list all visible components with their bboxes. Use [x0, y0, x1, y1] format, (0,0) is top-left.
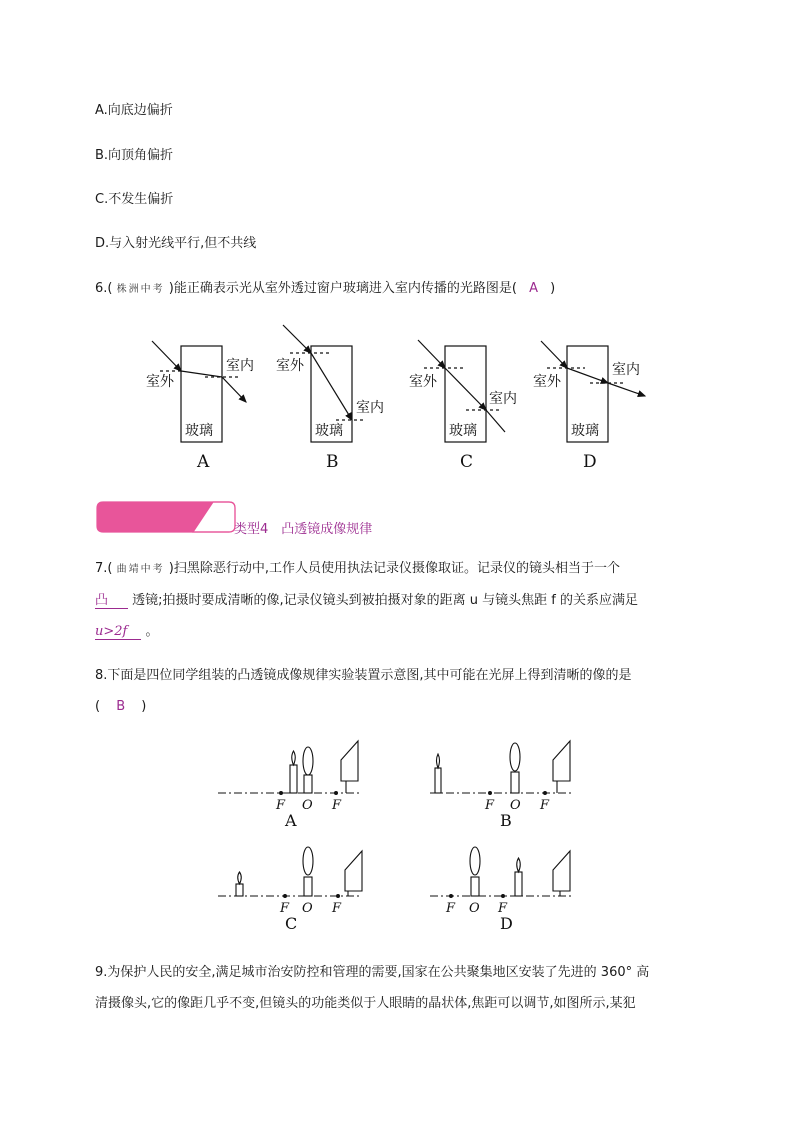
- question-7-prefix: 7.(: [95, 561, 113, 576]
- setup-letter-b: B: [500, 811, 512, 830]
- center-label-c: O: [302, 901, 313, 916]
- diagram-letter-c: C: [460, 452, 474, 472]
- focus-label-a1: F: [276, 798, 286, 813]
- option-c: C.不发生偏折: [95, 192, 174, 207]
- indoor-label-a: 室内: [226, 358, 254, 374]
- setup-letter-a: A: [285, 811, 297, 830]
- setup-letter-d: D: [500, 914, 513, 933]
- outdoor-label-a: 室外: [146, 374, 174, 390]
- option-b: B.向顶角偏折: [95, 148, 174, 163]
- glass-label-c: 玻璃: [449, 423, 477, 439]
- setup-letter-c: C: [285, 914, 298, 933]
- question-7-blank-1: 凸: [95, 593, 128, 609]
- center-label-d: O: [469, 901, 480, 916]
- indoor-label-b: 室内: [356, 400, 384, 416]
- diagram-letter-d: D: [583, 452, 597, 472]
- outdoor-label-b: 室外: [276, 358, 304, 374]
- indoor-label-c: 室内: [489, 391, 517, 407]
- center-label-b: O: [510, 798, 521, 813]
- glass-label-a: 玻璃: [185, 423, 213, 439]
- question-7-text-3: 。: [145, 624, 159, 639]
- focus-label-b1: F: [485, 798, 495, 813]
- outdoor-label-d: 室外: [533, 374, 561, 390]
- question-7-text-1: )扫黑除恶行动中,工作人员使用执法记录仪摄像取证。记录仪的镜头相当于一个: [168, 561, 620, 576]
- question-8-open: (: [95, 699, 101, 714]
- glass-label-d: 玻璃: [571, 423, 599, 439]
- question-6-answer: A: [529, 281, 538, 296]
- focus-label-a2: F: [332, 798, 342, 813]
- center-label-a: O: [302, 798, 313, 813]
- question-8-answer: B: [116, 699, 126, 714]
- question-8-text: 8.下面是四位同学组装的凸透镜成像规律实验装置示意图,其中可能在光屏上得到清晰的像的是: [95, 668, 632, 683]
- question-6-close: ): [550, 281, 556, 296]
- focus-label-c1: F: [280, 901, 290, 916]
- question-6-source: 株洲中考: [116, 284, 165, 295]
- option-a: A.向底边偏折: [95, 103, 173, 118]
- question-7-source: 曲靖中考: [116, 564, 165, 575]
- option-d: D.与入射光线平行,但不共线: [95, 236, 257, 251]
- question-6-text: )能正确表示光从室外透过窗户玻璃进入室内传播的光路图是(: [168, 281, 517, 296]
- question-9-line-1: 9.为保护人民的安全,满足城市治安防控和管理的需要,国家在公共聚集地区安装了先进的 360° 高: [95, 965, 650, 980]
- outdoor-label-c: 室外: [409, 374, 437, 390]
- section-title: 类型4 凸透镜成像规律: [234, 522, 373, 537]
- focus-label-d1: F: [446, 901, 456, 916]
- question-7-blank-2: u>2f: [95, 624, 141, 640]
- question-8-close: ): [141, 699, 147, 714]
- focus-label-b2: F: [540, 798, 550, 813]
- diagram-letter-a: A: [197, 452, 210, 472]
- focus-label-c2: F: [332, 901, 342, 916]
- question-6-prefix: 6.(: [95, 281, 113, 296]
- glass-label-b: 玻璃: [315, 423, 343, 439]
- indoor-label-d: 室内: [612, 362, 640, 378]
- question-9-line-2: 清摄像头,它的像距几乎不变,但镜头的功能类似于人眼睛的晶状体,焦距可以调节,如图所示,某犯: [95, 996, 636, 1011]
- diagram-letter-b: B: [326, 452, 339, 472]
- question-7-text-2: 透镜;拍摄时要成清晰的像,记录仪镜头到被拍摄对象的距离 u 与镜头焦距 f 的关系应满足: [132, 593, 639, 608]
- focus-label-d2: F: [498, 901, 508, 916]
